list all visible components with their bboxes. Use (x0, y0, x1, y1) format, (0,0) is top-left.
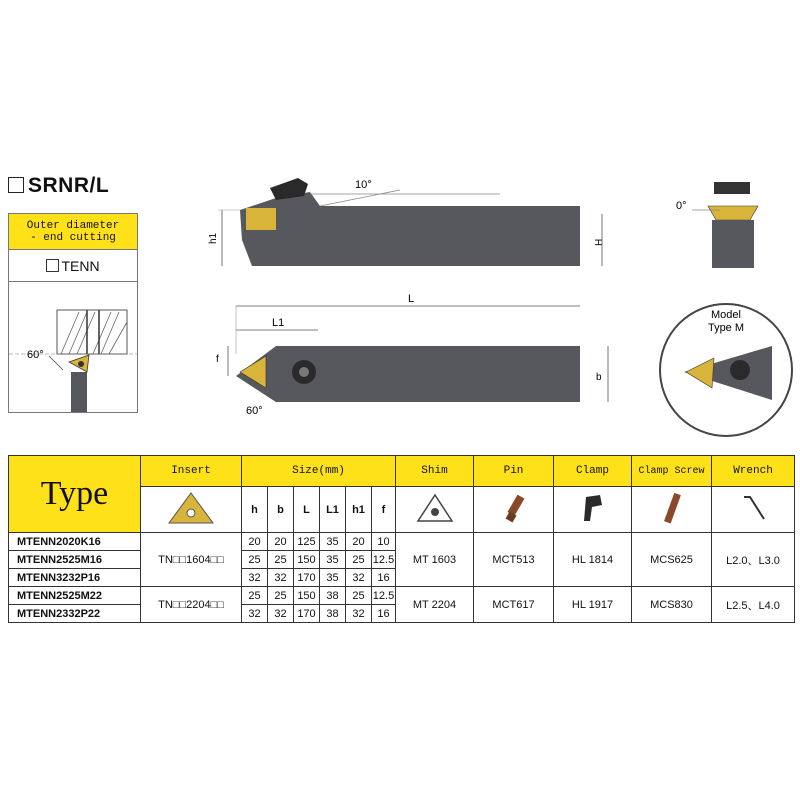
hex-wrench-icon (738, 491, 768, 525)
header-type: Type (9, 456, 141, 533)
application-label: Outer diameter - end cutting (9, 214, 137, 250)
spec-table (8, 455, 795, 623)
insert-type-label: TENN (9, 251, 137, 282)
cutting-illustration (9, 282, 137, 412)
dim-L-label: L (408, 293, 415, 305)
triangle-insert-icon (166, 490, 216, 526)
detail-label-type: Type M (707, 322, 745, 334)
holder-end-view (670, 176, 770, 272)
header-shim: Shim (396, 456, 474, 487)
clamp-icon (578, 491, 608, 525)
header-insert: Insert (141, 456, 242, 487)
holder-top-view (200, 290, 620, 420)
table-row: MTENN2525M16 25 25 150 35 25 12.5 (9, 551, 795, 569)
dim-b-label: b (596, 372, 602, 383)
application-panel (8, 213, 138, 413)
header-wrench: Wrench (712, 456, 795, 487)
insert-icon-cell (141, 487, 242, 533)
pin-icon-cell (474, 487, 554, 533)
dim-f-label: f (216, 354, 219, 365)
clamp-icon-cell (554, 487, 632, 533)
pin-icon (499, 491, 529, 525)
checkbox-square-icon (46, 259, 59, 272)
angle-label: 60° (27, 349, 44, 361)
table-row: MTENN2020K16 TN□□1604□□ 20 20 125 35 20 10 MT 1603 MCT513 HL 1814 MCS625 L2.0、L3.0 (9, 533, 795, 551)
clamp-screw-icon-cell (632, 487, 712, 533)
dim-h1-label: h1 (208, 232, 219, 244)
dim-L1-label: L1 (272, 317, 285, 329)
shim-icon-cell (396, 487, 474, 533)
size-col-b: b (268, 487, 294, 533)
shim-icon (415, 492, 455, 524)
end-angle-label: 0° (676, 200, 687, 212)
header-clamp: Clamp (554, 456, 632, 487)
side-angle-label: 10° (355, 179, 372, 191)
clamp-screw-icon (657, 491, 687, 525)
header-clamp-screw: Clamp Screw (632, 456, 712, 487)
model-detail-circle (656, 300, 796, 440)
holder-side-view (200, 170, 620, 280)
size-col-h: h (242, 487, 268, 533)
dim-H-label: H (594, 238, 605, 246)
size-col-h1: h1 (346, 487, 372, 533)
detail-label-model: Model (711, 309, 741, 321)
header-pin: Pin (474, 456, 554, 487)
top-angle-label: 60° (246, 405, 263, 417)
table-row: MTENN2525M22 TN□□2204□□ 25 25 150 38 25 12.5 MT 2204 MCT617 HL 1917 MCS830 L2.5、L4.0 (9, 587, 795, 605)
header-size: Size(mm) (242, 456, 396, 487)
table-row: MTENN2332P22 32 32 170 38 32 16 (9, 605, 795, 623)
size-col-L1: L1 (320, 487, 346, 533)
table-row: MTENN3232P16 32 32 170 35 32 16 (9, 569, 795, 587)
checkbox-square-icon (8, 177, 24, 193)
size-col-L: L (294, 487, 320, 533)
size-col-f: f (372, 487, 396, 533)
wrench-icon-cell (712, 487, 795, 533)
page-title: SRNR/L (8, 174, 109, 198)
